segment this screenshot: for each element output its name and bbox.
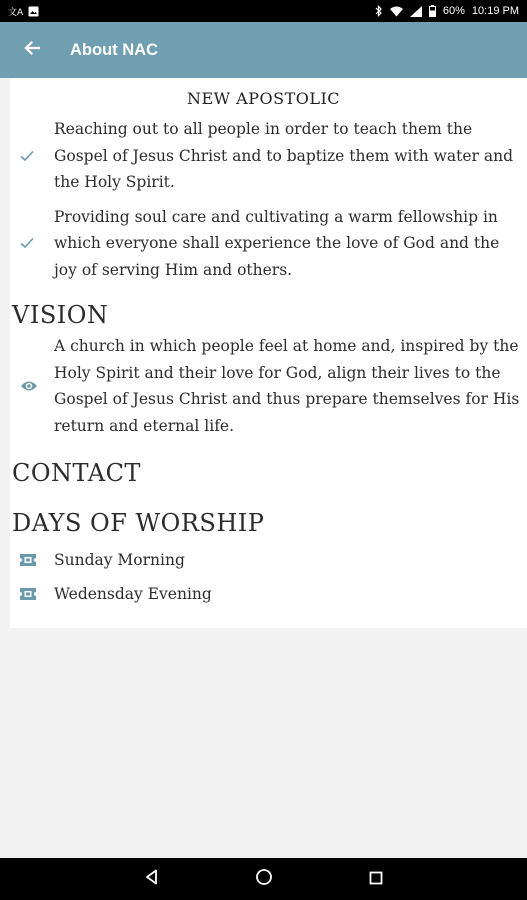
days-of-worship-title: DAYS OF WORSHIP [12, 509, 265, 537]
bluetooth-icon [375, 5, 383, 17]
translate-icon [8, 6, 24, 18]
signal-icon [410, 6, 422, 17]
wifi-icon [390, 6, 403, 17]
clock: 10:19 PM [471, 5, 519, 17]
mission-heading: NEW APOSTOLIC [186, 89, 341, 108]
ticket-icon [10, 588, 54, 600]
app-bar [0, 22, 527, 78]
contact-title[interactable]: CONTACT [12, 459, 141, 487]
check-icon [10, 150, 54, 162]
worship-day-item [10, 577, 527, 611]
nav-recents-button[interactable] [364, 867, 388, 891]
mission-item [10, 204, 527, 284]
vision-title: VISION [12, 301, 109, 329]
image-icon [28, 6, 39, 17]
worship-day-label: Wedensday Evening [54, 585, 212, 603]
navigation-bar [0, 858, 527, 900]
back-button[interactable] [6, 22, 58, 78]
mission-item-text: Providing soul care and cultivating a warm fellowship in which everyone shall experience the love of God and the joy of serving Him and others. [54, 207, 500, 279]
worship-day-item [10, 543, 527, 577]
mission-item [10, 116, 527, 196]
page-title: About NAC [70, 40, 158, 59]
square-recents-icon [369, 870, 383, 889]
worship-day-label: Sunday Morning [54, 551, 185, 569]
nav-home-button[interactable] [252, 867, 276, 891]
battery-icon [429, 5, 436, 17]
circle-home-icon [255, 868, 273, 890]
about-content [10, 78, 527, 628]
eye-icon [10, 380, 54, 392]
battery-percent: 60% [442, 5, 465, 17]
status-bar [0, 0, 527, 22]
vision-item [10, 333, 527, 439]
ticket-icon [10, 554, 54, 566]
arrow-back-icon [23, 39, 41, 61]
vision-text: A church in which people feel at home and, inspired by the Holy Spirit and their love for God, align their lives to the Gospel of Jesus Christ and thus prepare themselves for His return and eternal life. [54, 337, 520, 435]
nav-back-button[interactable] [140, 867, 164, 891]
svg-text:文A: 文A [8, 7, 24, 18]
check-icon [10, 237, 54, 249]
mission-item-text: Reaching out to all people in order to teach them the Gospel of Jesus Christ and to baptize them with water and the Holy Spirit. [54, 120, 514, 191]
triangle-back-icon [144, 869, 160, 889]
